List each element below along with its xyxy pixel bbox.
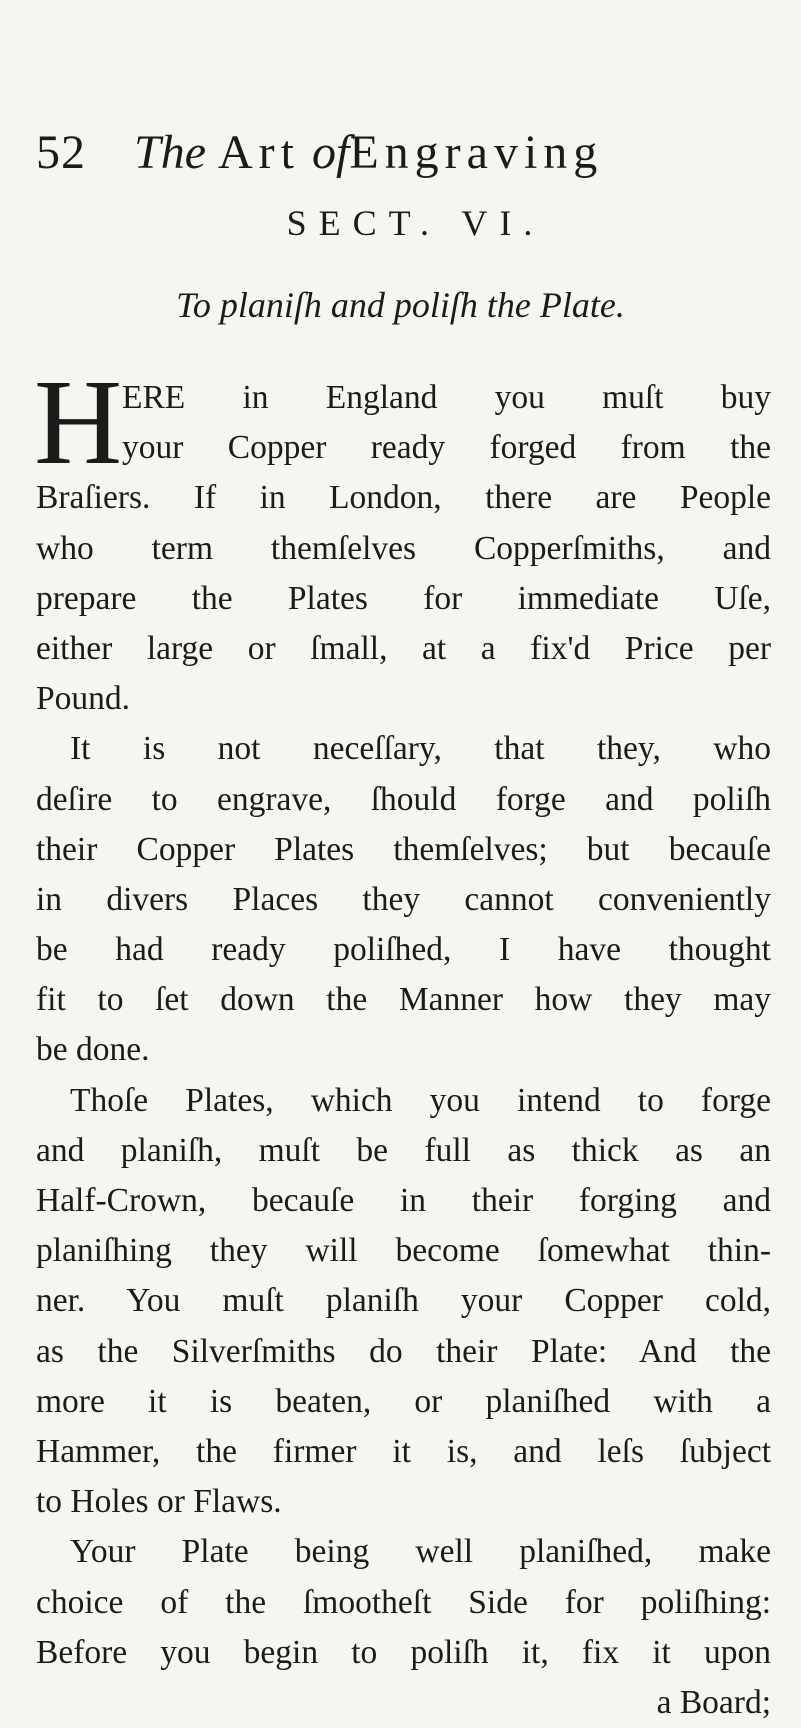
text-line: be had ready poliſhed, I have thought [36,931,771,969]
text-line: more it is beaten, or planiſhed with a [36,1382,771,1420]
page-number: 52 [36,126,86,179]
text-line: Braſiers. If in London, there are People [36,479,771,517]
text-line: Half-Crown, becauſe in their forging and [36,1182,771,1219]
text-line: prepare the Plates for immediate Uſe, [36,579,771,617]
text-line: deſire to engrave, ſhould forge and poliſh [36,780,771,818]
text-line: Hammer, the firmer it is, and leſs ſubject [36,1432,771,1470]
text-line: to Holes or Flaws. [36,1483,282,1521]
text-line: in divers Places they cannot conveniently [36,880,771,918]
text-line: who term themſelves Copperſmiths, and [36,529,771,567]
text-line: ERE in England you muſt buy [122,379,771,416]
catchword-line: a Board; [656,1683,771,1721]
running-title-engraving: Engraving [349,126,604,179]
running-title-art: Art [218,126,300,179]
text-line: ner. You muſt planiſh your Copper cold, [36,1282,771,1320]
text-line: either large or ſmall, at a fix'd Price per [36,629,771,667]
text-line: Before you begin to poliſh it, fix it upon [36,1633,771,1671]
body-text [34,355,771,1728]
text-line: Your Plate being well planiſhed, make [70,1533,771,1571]
section-heading: SECT. VI. [286,203,545,243]
text-line: choice of the ſmootheſt Side for poliſhing: [36,1583,771,1621]
text-line: and planiſh, muſt be full as thick as an [36,1131,771,1169]
running-title [134,118,603,188]
text-line: Pound. [36,680,131,718]
text-line: be done. [36,1031,150,1069]
section-subtitle: To planiſh and poliſh the Plate. [176,285,625,325]
text-line: Thoſe Plates, which you intend to forge [70,1081,771,1119]
drop-cap: H [34,355,123,490]
text-line: their Copper Plates themſelves; but becauſe [36,830,771,868]
text-line: fit to ſet down the Manner how they may [36,981,771,1019]
text-line: as the Silverſmiths do their Plate: And the [36,1332,771,1370]
running-head [36,118,771,188]
text-line: It is not neceſſary, that they, who [70,730,771,768]
text-line: your Copper ready forged from the [122,429,771,467]
text-line: planiſhing they will become ſomewhat thin- [36,1232,771,1270]
running-title-of: of [311,126,350,179]
running-title-the: The [134,126,206,179]
